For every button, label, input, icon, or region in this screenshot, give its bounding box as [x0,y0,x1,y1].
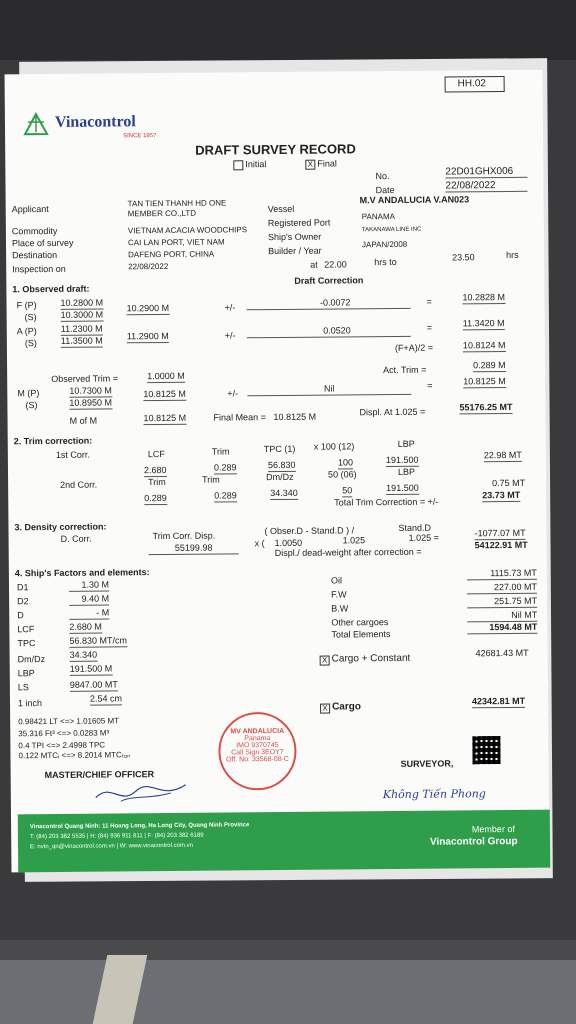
place-label: Place of survey [11,237,74,249]
inch-label: 1 inch [17,698,43,709]
surveyor-label: SURVEYOR, [400,758,454,769]
std-density-2: 1.025 = [408,532,439,543]
background-top [0,0,576,60]
date-label: Date [375,184,395,196]
density-formula: ( Obser.D - Stand.D ) / [264,525,355,537]
form-code-box [445,76,505,93]
section-factors: 4. Ship's Factors and elements: [14,567,150,579]
conv-4: 0.122 MTCᵢ <=> 8.2014 MTCₜₒₙ [18,750,131,761]
mofm-label: M of M [69,415,98,426]
first-corr-label: 1st Corr. [55,449,90,460]
qr-code-icon [472,736,500,764]
m-pm: +/- [227,388,239,399]
h2-trim: Trim [148,476,166,488]
master-signature-icon [91,777,191,808]
owner-label: Ship's Owner [267,231,322,243]
h-lcf: LCF [147,448,165,460]
r2-trim: 0.289 [144,492,167,504]
inch-value: 2.54 cm [89,693,123,704]
applicant-value: TAN TIEN THANH HD ONE MEMBER CO.,LTD [127,198,227,219]
act-trim-label: Act. Trim = [383,364,427,376]
displ-label: Displ. At 1.025 = [359,406,426,418]
obs-density: 1.0050 [274,537,303,549]
final-label: Final [317,158,337,169]
no-label: No. [375,171,390,182]
r1-lbp: 191.500 [385,454,419,466]
displ-value: 55176.25 MT [459,401,513,413]
cargo-constant-value: 42681.43 MT [475,647,529,659]
f-eq: = [426,296,432,307]
cargo-constant-label: Cargo + Constant [331,652,411,665]
f-result: 10.2828 M [462,292,506,303]
density-result: -1077.07 MT [474,527,526,539]
tpc-value: 56.830 MT/cm [69,635,128,646]
r2-50: 50 [342,485,353,496]
r2-lbp: 191.500 [386,482,419,494]
form-code: HH.02 [457,78,487,90]
draft-correction-header: Draft Correction [294,275,364,286]
brand-since: SINCE 1957 [123,133,157,140]
initial-label: Initial [245,159,267,170]
destination-label: Destination [12,249,58,261]
a-eq: = [426,322,433,333]
bw-label: B.W [331,603,349,614]
ls-label: LS [17,682,29,693]
footer-group: Vinacontrol Group [429,835,518,848]
fw-label: F.W [331,589,347,600]
footer-bar [18,810,550,873]
d2-value: 9.40 M [69,593,109,605]
reg-port-value: PANAMA [361,211,396,222]
applicant-label: Applicant [11,203,49,215]
r2-trim2: 0.289 [214,490,237,501]
inspection-value: 22/08/2022 [128,261,169,272]
vessel-value: M.V ANDALUCIA V.AN023 [359,194,470,206]
builder-label: Builder / Year [268,245,322,257]
page-title: DRAFT SURVEY RECORD [195,141,356,158]
footer-email: E: nvtn_qn@vinacontrol.com.vn | W: www.vinacontrol.com.vn [30,842,194,851]
mp-value: 10.7300 M [69,385,112,396]
date-value: 22/08/2022 [445,180,527,193]
cargo-constant-checkbox[interactable]: X [320,656,330,666]
d1-label: D1 [16,582,29,593]
d-label: D [17,610,24,621]
commodity-value: VIETNAM ACACIA WOODCHIPS [127,225,248,236]
r1-lcf: 2.680 [143,464,167,476]
hrs-to: hrs to [374,256,397,268]
h2-lbp: LBP [397,466,416,477]
reg-port-label: Registered Port [267,217,331,229]
f-mean: 10.2900 M [126,302,170,314]
inspection-label: Inspection on [12,263,66,275]
final-mean-label: Final Mean = [213,412,266,423]
ap-label: A (P) [16,326,37,337]
mp-label: M (P) [17,388,40,399]
r1-trim: 0.289 [213,462,237,473]
footer-member: Member of [471,823,515,835]
total-elements-label: Total Elements [331,629,391,640]
section-trim: 2. Trim correction: [13,435,93,447]
a-result: 11.3420 M [462,318,505,329]
h-100: x 100 (12) [313,441,355,452]
r1-100: 100 [337,457,354,468]
second-corr-label: 2nd Corr. [60,479,98,490]
builder-value: JAPAN/2008 [361,239,408,250]
scale-logo-icon [23,112,49,136]
document-sheet: HH.02 Vinacontrol SINCE 1957 DRAFT SURVEY RECORD Initial X Final No. 22D01GHX006 Date 22/08/2022 Applicant TAN TIEN THANH HD ONE MEMBER CO.,LTD Commodity VIETNAM ACACIA WOODCHIPS Place of survey CAI LAN PORT, VIET NAM Destination DAFENG PORT, CHINA Inspection on 22/08/2022 Vessel M.V ANDALUCIA V.AN023 Registered Port PANAMA Ship's Owner TAKANAWA LINE INC Builder / Year JAPAN/2008 at 22.00 hrs to 23.50 hrs 1. Observed draft: Draft Correction F (P) 10.2800 M (S) 10.3000 M 10.2900 M +/- -0.0072 = 10.2828 M A (P) 11.2300 M (S) 11.3500 M 11.2900 M +/- 0.0520 = 11.3420 M (F+A)/2 = 10.8124 M Act. Trim = 0.289 M Observed Trim = 1.0000 M M (P) 10.7300 M (S) 10.8950 M 10.8125 M +/- Nil = 10.8125 M M of M 10.8125 M Final Mean = 10.8125 M Displ. At 1.025 = 55176.25 MT 2. Trim correction: 1st Corr. LCF Trim TPC (1) x 100 (12) LBP 2.680 0.289 56.830 100 191.500 22.98 MT 2nd Corr. Trim Trim Dm/Dz 50 (06) LBP 0.289 0.289 34.340 50 191.500 0.75 MT Total Trim Correction = +/- 23.73 MT 3. Density correction: D. Corr. Trim Corr. Disp. 55199.98 ( Obser.D - Stand.D ) / Stand.D x ( 1.0050 1.025 1.025 = -1077.07 MT Displ./ dead-weight after correction = 54122.91 MT 4. Ship's Factors and elements: D1 1.30 M D2 9.40 M D - M LCF 2.680 M TPC 56.830 MT/cm Dm/Dz 34.340 LBP 191.500 M LS 9847.00 MT 1 inch 2.54 cm 0.98421 LT <=> 1.01605 MT 35.316 Ft³ <=> 0.0283 M³ 0.4 TPI <=> 2.4998 TPC 0.122 MTCᵢ <=> 8.2014 MTCₜₒₙ Oil 1115.73 MT F.W 227.00 MT B.W 251.75 MT Other cargoes Nil MT Total Elements 1594.48 MT X Cargo + Constant 42681.43 MT X Cargo 42342.81 MT MASTER/CHIEF OFFICER MV ANDALUCIA Panama IMO 9370745 Call Sign 3EOY7 Off. No. 33568-08-C SURVEYOR, Không Tiến Phong [5,70,550,873]
final-mean-value: 10.8125 M [273,411,317,423]
ms-label: (S) [25,400,38,411]
at-value: 22.00 [324,259,347,270]
vessel-label: Vessel [267,203,295,215]
footer-office: Vinacontrol Quang Ninh: 11 Hoang Long, Ha Long City, Quang Ninh Province [29,822,250,831]
conv-2: 35.316 Ft³ <=> 0.0283 M³ [18,728,110,739]
conv-1: 0.98421 LT <=> 1.01605 MT [18,716,120,727]
conv-3: 0.4 TPI <=> 2.4998 TPC [18,740,106,751]
oil-value: 1115.73 MT [467,568,537,581]
h-tpc: TPC (1) [263,443,296,455]
a-pm: +/- [224,330,236,341]
r2-result: 0.75 MT [492,477,526,489]
f-pm: +/- [224,302,236,313]
oil-label: Oil [330,575,343,586]
initial-checkbox[interactable] [233,160,243,170]
as-label: (S) [24,338,37,349]
total-trim-value: 23.73 MT [482,489,521,501]
m-eq: = [427,380,433,391]
fp-value: 10.2800 M [60,297,104,308]
d-value: - M [69,607,109,619]
fw-value: 227.00 MT [467,582,537,595]
h2-dm: Dm/Dz [266,471,294,483]
place-value: CAI LAN PORT, VIET NAM [127,237,225,248]
fs-value: 10.3000 M [60,309,104,320]
mofm-value: 10.8125 M [143,412,187,424]
ms-value: 10.8950 M [69,397,112,408]
f-corr: -0.0072 [246,297,410,310]
other-value: Nil MT [467,610,537,623]
tcd-label: Trim Corr. Disp. [152,530,216,542]
h2-trim2: Trim [202,474,220,485]
destination-value: DAFENG PORT, CHINA [128,249,215,260]
tpc-label: TPC [17,638,36,649]
h2-50: 50 (06) [327,469,357,480]
dmdz-value: 34.340 [69,649,98,660]
cargo-value: 42342.81 MT [471,695,526,707]
as-value: 11.3500 M [60,335,103,346]
hrs-value: 23.50 [452,252,475,263]
bw-value: 251.75 MT [467,596,537,609]
lbp-label: LBP [17,668,35,679]
h-trim: Trim [211,446,230,457]
total-trim-label: Total Trim Correction = +/- [334,496,439,508]
fa2-value: 10.8124 M [462,340,506,351]
final-checkbox[interactable]: X [305,160,315,170]
ls-value: 9847.00 MT [69,679,118,690]
section-density: 3. Density correction: [14,521,107,533]
r1-tpc: 56.830 [267,459,296,471]
m-result: 10.8125 M [463,376,506,387]
surveyor-signature: Không Tiến Phong [382,787,486,802]
m-corr: Nil [247,383,411,396]
section-observed: 1. Observed draft: [12,283,90,295]
std-density: 1.025 [342,535,366,546]
total-elements-value: 1594.48 MT [467,622,537,635]
owner-value: TAKANAWA LINE INC [361,226,422,234]
a-mean: 11.2900 M [126,330,169,342]
no-value: 22D01GHX006 [445,166,527,179]
cargo-checkbox[interactable]: X [320,704,330,714]
lbp-value: 191.500 M [69,663,113,674]
footer-phone: T: (84) 203 382 5535 | H: (84) 936 911 811 | F: (84) 203 382 6189 [29,832,204,841]
commodity-label: Commodity [11,225,58,237]
r1-result: 22.98 MT [483,449,522,461]
standd-label: Stand.D [398,522,432,533]
lcf-label: LCF [17,624,35,635]
master-label: MASTER/CHIEF OFFICER [44,769,155,781]
h-lbp: LBP [397,438,415,449]
other-label: Other cargoes [331,617,389,628]
r2-dm: 34.340 [270,487,298,499]
act-trim-value: 0.289 M [473,360,506,371]
fp-label: F (P) [16,300,37,311]
at-label: at [310,259,318,270]
ap-value: 11.2300 M [60,323,103,334]
dcorr-label: D. Corr. [60,533,92,544]
fs-label: (S) [24,312,37,323]
a-corr: 0.0520 [247,325,411,338]
d1-value: 1.30 M [69,579,109,591]
obs-trim-value: 1.0000 M [147,370,185,382]
dmdz-label: Dm/Dz [17,654,46,665]
ship-stamp: MV ANDALUCIA Panama IMO 9370745 Call Sign 3EOY7 Off. No. 33568-08-C [218,712,297,791]
after-label: Displ./ dead-weight after correction = [274,546,422,559]
tcd-value: 55199.98 [149,542,239,555]
brand-name: Vinacontrol [54,113,136,131]
lcf-value: 2.680 M [69,621,102,632]
d2-label: D2 [17,596,29,607]
fa2-label: (F+A)/2 = [394,342,433,353]
after-value: 54122.91 MT [474,539,528,551]
m-mean: 10.8125 M [143,388,186,400]
hrs-unit: hrs [506,249,519,260]
obs-trim-label: Observed Trim = [51,373,119,384]
cargo-label: Cargo [332,701,362,713]
floor-area [0,960,576,1024]
